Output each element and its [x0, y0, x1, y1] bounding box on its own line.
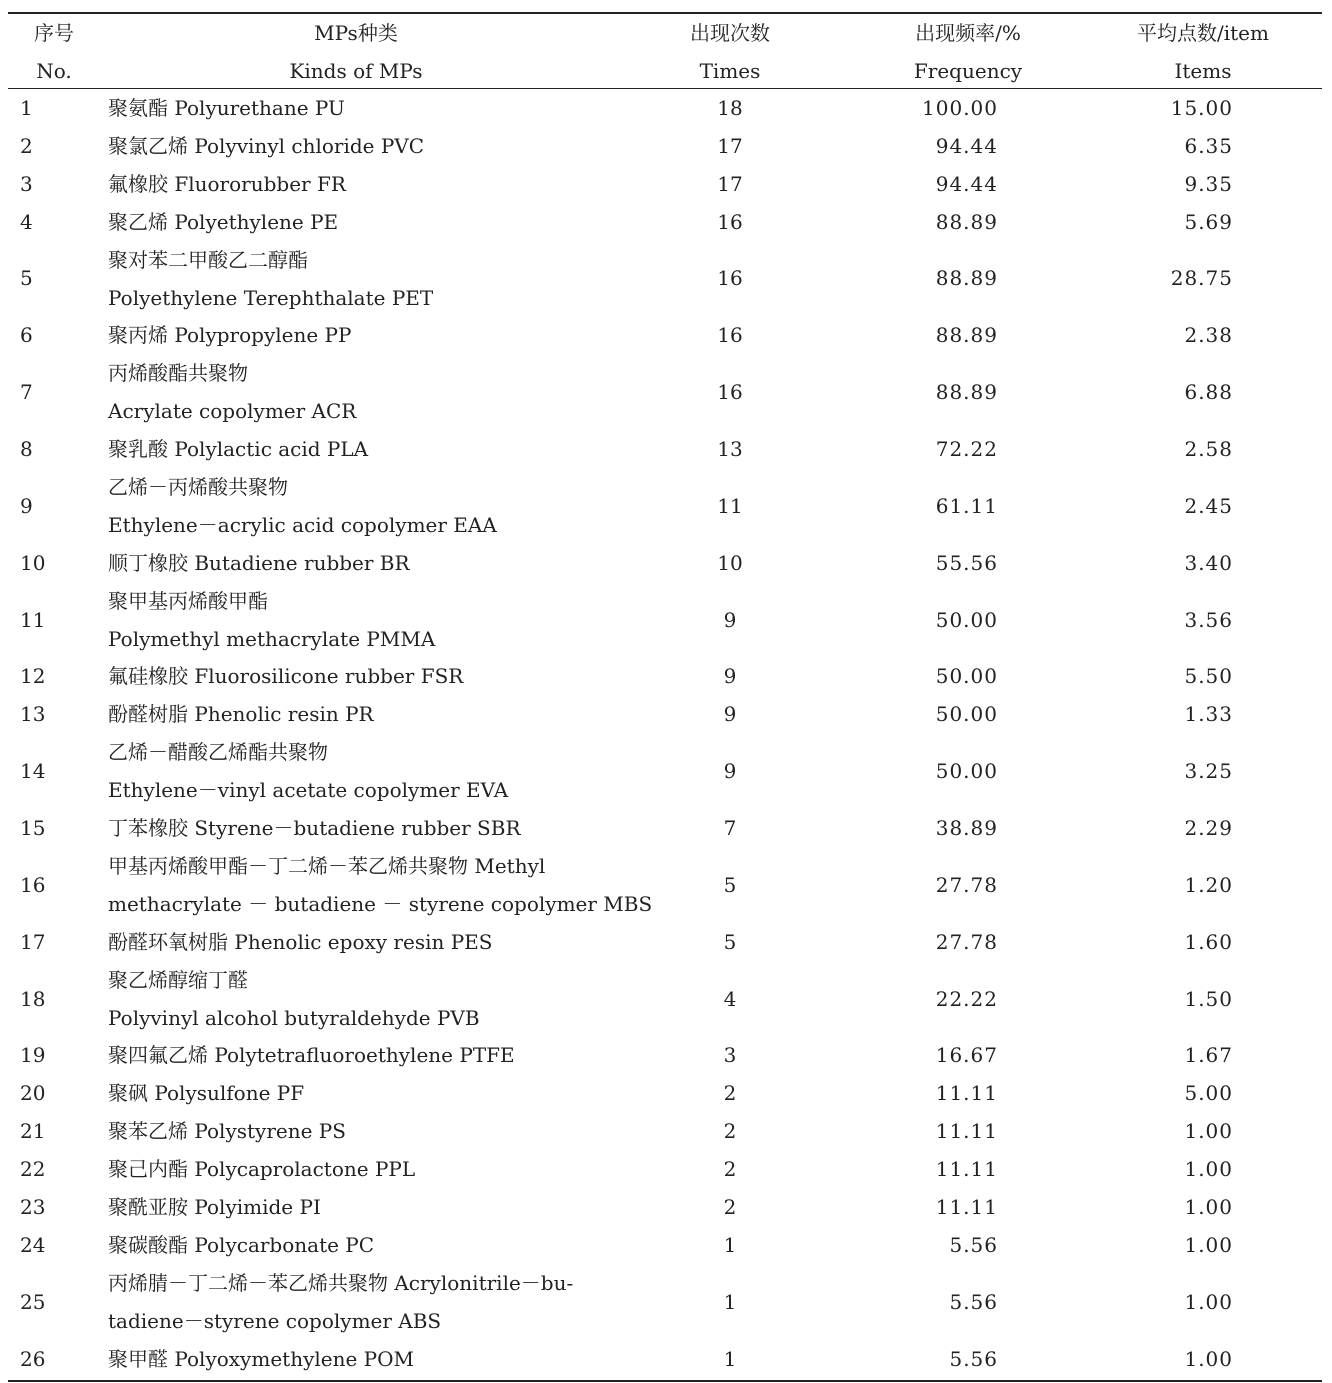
items-value: 5.50 [1184, 664, 1233, 689]
row-number: 19 [20, 1043, 46, 1068]
frequency-value: 94.44 [935, 133, 998, 158]
mps-kind-line: 聚苯乙烯 Polystyrene PS [108, 1119, 346, 1144]
frequency-value: 50.00 [935, 664, 998, 689]
items-value: 1.00 [1184, 1346, 1233, 1371]
table-row [8, 923, 1322, 961]
mps-kind-line: Ethylene－acrylic acid copolymer EAA [108, 512, 497, 537]
mps-kind-line: 聚酰亚胺 Polyimide PI [108, 1195, 321, 1220]
times-value: 9 [723, 759, 737, 784]
mps-kind [108, 1340, 628, 1378]
table-row [8, 89, 1322, 127]
times-value: 3 [723, 1043, 737, 1068]
mps-kind-line: 甲基丙烯酸甲酯－丁二烯－苯乙烯共聚物 Methyl [108, 853, 546, 878]
header-items-cn: 平均点数/item [1137, 21, 1269, 45]
items-value: 1.60 [1184, 929, 1233, 954]
mps-kind-line: 氟硅橡胶 Fluorosilicone rubber FSR [108, 664, 464, 689]
table-row [8, 468, 1322, 544]
mps-kind-line: 聚乙烯 Polyethylene PE [108, 209, 339, 234]
items-value: 28.75 [1170, 266, 1233, 291]
frequency-value: 11.11 [935, 1119, 998, 1144]
mps-kind-line: Polyvinyl alcohol butyraldehyde PVB [108, 1005, 480, 1030]
table-row [8, 203, 1322, 241]
items-value: 2.45 [1184, 493, 1233, 518]
mps-kind [108, 354, 628, 430]
mps-kind [108, 1112, 628, 1150]
mps-kind [108, 733, 628, 809]
times-value: 13 [717, 437, 743, 462]
row-number: 21 [20, 1119, 46, 1144]
times-value: 5 [723, 929, 737, 954]
times-value: 2 [723, 1119, 737, 1144]
row-number: 2 [20, 133, 33, 158]
row-number: 4 [20, 209, 33, 234]
frequency-value: 55.56 [935, 550, 998, 575]
row-number: 9 [20, 493, 33, 518]
frequency-value: 16.67 [935, 1043, 998, 1068]
times-value: 11 [717, 493, 743, 518]
items-value: 1.20 [1184, 872, 1233, 897]
table-row [8, 1074, 1322, 1112]
row-number: 15 [20, 816, 46, 841]
items-value: 6.35 [1184, 133, 1233, 158]
items-value: 15.00 [1170, 95, 1233, 120]
row-number: 25 [20, 1289, 46, 1314]
items-value: 3.25 [1184, 759, 1233, 784]
frequency-value: 88.89 [935, 380, 998, 405]
frequency-value: 5.56 [949, 1289, 998, 1314]
items-value: 2.38 [1184, 323, 1233, 348]
times-value: 16 [717, 209, 743, 234]
items-value: 1.00 [1184, 1195, 1233, 1220]
row-number: 26 [20, 1346, 46, 1371]
frequency-value: 100.00 [922, 95, 998, 120]
times-value: 18 [717, 95, 743, 120]
times-value: 9 [723, 664, 737, 689]
times-value: 9 [723, 607, 737, 632]
mps-kind [108, 923, 628, 961]
frequency-value: 72.22 [935, 437, 998, 462]
frequency-value: 50.00 [935, 607, 998, 632]
times-value: 17 [717, 171, 743, 196]
bottom-rule [8, 1380, 1322, 1382]
times-value: 2 [723, 1195, 737, 1220]
mps-kind-line: 丙烯酸酯共聚物 [108, 361, 248, 386]
frequency-value: 38.89 [935, 816, 998, 841]
times-value: 16 [717, 380, 743, 405]
frequency-value: 27.78 [935, 929, 998, 954]
row-number: 11 [20, 607, 46, 632]
mps-kind-line: 氟橡胶 Fluororubber FR [108, 171, 346, 196]
mps-kind [108, 89, 628, 127]
mps-kind-line: 丙烯腈－丁二烯－苯乙烯共聚物 Acrylonitrile－bu- [108, 1270, 574, 1295]
frequency-value: 5.56 [949, 1232, 998, 1257]
mps-kind-line: 聚四氟乙烯 Polytetrafluoroethylene PTFE [108, 1043, 515, 1068]
items-value: 2.29 [1184, 816, 1233, 841]
mps-kind [108, 847, 653, 923]
mps-kind-line: Ethylene－vinyl acetate copolymer EVA [108, 778, 509, 803]
row-number: 5 [20, 266, 33, 291]
frequency-value: 88.89 [935, 266, 998, 291]
frequency-value: 11.11 [935, 1157, 998, 1182]
table-row [8, 1264, 1322, 1340]
row-number: 14 [20, 759, 46, 784]
mps-kind [108, 316, 628, 354]
header-row-en [8, 52, 1322, 90]
mps-kind-line: Acrylate copolymer ACR [108, 399, 357, 424]
mps-kind [108, 127, 628, 165]
table-row [8, 961, 1322, 1037]
table-row [8, 1112, 1322, 1150]
mps-kind [108, 430, 628, 468]
row-number: 20 [20, 1081, 46, 1106]
header-row-cn [8, 14, 1322, 52]
frequency-value: 11.11 [935, 1195, 998, 1220]
frequency-value: 5.56 [949, 1346, 998, 1371]
mps-kind [108, 203, 628, 241]
times-value: 16 [717, 323, 743, 348]
times-value: 17 [717, 133, 743, 158]
times-value: 10 [717, 550, 743, 575]
mps-kind-line: 乙烯－丙烯酸共聚物 [108, 474, 288, 499]
table-row [8, 544, 1322, 582]
mps-kind-line: methacrylate － butadiene － styrene copolymer MBS [108, 891, 653, 916]
mps-kind-line: 聚丙烯 Polypropylene PP [108, 323, 352, 348]
mps-kind-line: 顺丁橡胶 Butadiene rubber BR [108, 550, 410, 575]
mps-kind-line: Polymethyl methacrylate PMMA [108, 626, 436, 651]
table-row [8, 658, 1322, 696]
mps-kind [108, 658, 628, 696]
mps-kind [108, 1150, 628, 1188]
items-value: 5.69 [1184, 209, 1233, 234]
header-freq-en: Frequency [913, 59, 1023, 83]
header-kind-cn: MPs种类 [314, 21, 398, 45]
table-row [8, 582, 1322, 658]
times-value: 1 [723, 1346, 737, 1371]
row-number: 8 [20, 437, 33, 462]
row-number: 24 [20, 1232, 46, 1257]
times-value: 1 [723, 1289, 737, 1314]
mps-kind-line: 酚醛环氧树脂 Phenolic epoxy resin PES [108, 929, 493, 954]
times-value: 16 [717, 266, 743, 291]
table-row [8, 241, 1322, 317]
table-row [8, 847, 1322, 923]
table-row [8, 430, 1322, 468]
row-number: 18 [20, 986, 46, 1011]
frequency-value: 88.89 [935, 323, 998, 348]
table-row [8, 354, 1322, 430]
mps-kind-line: 聚己内酯 Polycaprolactone PPL [108, 1157, 416, 1182]
frequency-value: 27.78 [935, 872, 998, 897]
header-kind-en: Kinds of MPs [289, 59, 423, 83]
frequency-value: 50.00 [935, 702, 998, 727]
times-value: 7 [723, 816, 737, 841]
mps-kind [108, 1226, 628, 1264]
times-value: 1 [723, 1232, 737, 1257]
row-number: 22 [20, 1157, 46, 1182]
items-value: 2.58 [1184, 437, 1233, 462]
items-value: 1.00 [1184, 1232, 1233, 1257]
mps-kind-line: 聚砜 Polysulfone PF [108, 1081, 305, 1106]
mps-kind [108, 544, 628, 582]
table-row [8, 127, 1322, 165]
frequency-value: 94.44 [935, 171, 998, 196]
mps-kind [108, 1264, 628, 1340]
table-row [8, 1340, 1322, 1378]
times-value: 2 [723, 1081, 737, 1106]
row-number: 23 [20, 1195, 46, 1220]
table-row [8, 1188, 1322, 1226]
mps-kind [108, 1188, 628, 1226]
table-row [8, 1226, 1322, 1264]
items-value: 6.88 [1184, 380, 1233, 405]
frequency-value: 61.11 [935, 493, 998, 518]
frequency-value: 88.89 [935, 209, 998, 234]
times-value: 4 [723, 986, 737, 1011]
row-number: 10 [20, 550, 46, 575]
mps-kind [108, 468, 628, 544]
items-value: 9.35 [1184, 171, 1233, 196]
mps-kind-line: 聚氨酯 Polyurethane PU [108, 95, 345, 120]
header-times-en: Times [699, 59, 761, 83]
header-no-en: No. [36, 59, 72, 83]
row-number: 3 [20, 171, 33, 196]
items-value: 1.00 [1184, 1157, 1233, 1182]
items-value: 1.00 [1184, 1289, 1233, 1314]
mps-kind-line: 聚对苯二甲酸乙二醇酯 [108, 247, 308, 272]
times-value: 5 [723, 872, 737, 897]
times-value: 2 [723, 1157, 737, 1182]
items-value: 1.50 [1184, 986, 1233, 1011]
table-row [8, 695, 1322, 733]
header-items-en: Items [1174, 59, 1232, 83]
row-number: 13 [20, 702, 46, 727]
mps-kind [108, 809, 628, 847]
mps-kind [108, 695, 628, 733]
mps-kind-line: 聚甲醛 Polyoxymethylene POM [108, 1346, 415, 1371]
row-number: 17 [20, 929, 46, 954]
mps-kind-line: 聚乳酸 Polylactic acid PLA [108, 437, 369, 462]
header-freq-cn: 出现频率/% [915, 21, 1021, 45]
mps-kind-line: 乙烯－醋酸乙烯酯共聚物 [108, 740, 328, 765]
items-value: 5.00 [1184, 1081, 1233, 1106]
table-row [8, 316, 1322, 354]
mps-kind [108, 165, 628, 203]
mps-kind-line: 聚乙烯醇缩丁醛 [108, 967, 248, 992]
mps-kind-line: 丁苯橡胶 Styrene－butadiene rubber SBR [108, 816, 521, 841]
mps-kind [108, 241, 628, 317]
table-row [8, 1037, 1322, 1075]
row-number: 6 [20, 323, 33, 348]
items-value: 1.33 [1184, 702, 1233, 727]
items-value: 3.56 [1184, 607, 1233, 632]
frequency-value: 22.22 [935, 986, 998, 1011]
table-row [8, 165, 1322, 203]
table-row [8, 733, 1322, 809]
mps-kind [108, 1037, 628, 1075]
times-value: 9 [723, 702, 737, 727]
frequency-value: 50.00 [935, 759, 998, 784]
mps-kind-line: 聚氯乙烯 Polyvinyl chloride PVC [108, 133, 425, 158]
row-number: 7 [20, 380, 33, 405]
mps-kind-line: 酚醛树脂 Phenolic resin PR [108, 702, 374, 727]
header-times-cn: 出现次数 [690, 21, 770, 45]
header-no-cn: 序号 [34, 21, 74, 45]
mps-kind-line: tadiene－styrene copolymer ABS [108, 1308, 442, 1333]
mps-kind [108, 961, 628, 1037]
items-value: 1.00 [1184, 1119, 1233, 1144]
table-row [8, 809, 1322, 847]
mps-kind-line: Polyethylene Terephthalate PET [108, 285, 434, 310]
mps-kind-line: 聚碳酸酯 Polycarbonate PC [108, 1232, 375, 1257]
table-row [8, 1150, 1322, 1188]
mps-kind [108, 582, 628, 658]
items-value: 3.40 [1184, 550, 1233, 575]
row-number: 16 [20, 872, 46, 897]
row-number: 12 [20, 664, 46, 689]
frequency-value: 11.11 [935, 1081, 998, 1106]
items-value: 1.67 [1184, 1043, 1233, 1068]
row-number: 1 [20, 95, 33, 120]
mps-kind [108, 1074, 628, 1112]
mps-kind-line: 聚甲基丙烯酸甲酯 [108, 588, 268, 613]
